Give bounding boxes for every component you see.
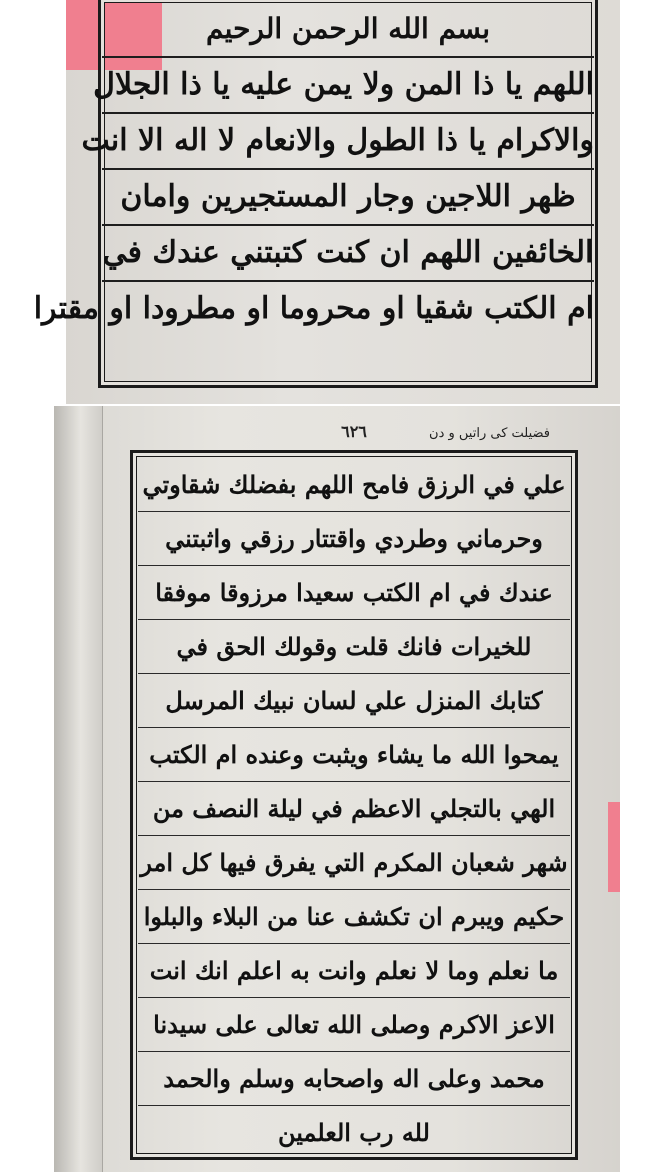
text-line: محمد وعلى اله واصحابه وسلم والحمد bbox=[138, 1052, 570, 1106]
top-page-photo bbox=[33, 0, 620, 404]
page-number: ٦٢٦ bbox=[341, 422, 367, 441]
basmala-heading: بسم الله الرحمن الرحيم bbox=[206, 12, 490, 45]
text-line: الهي بالتجلي الاعظم في ليلة النصف من bbox=[138, 782, 570, 836]
text-line: وحرماني وطردي واقتتار رزقي واثبتني bbox=[138, 512, 570, 566]
text-line: الخائفين اللهم ان كنت كتبتني عندك في bbox=[102, 226, 594, 282]
text-line: حكيم ويبرم ان تكشف عنا من البلاء والبلوا bbox=[138, 890, 570, 944]
running-header: فضیلت کی راتیں و دن bbox=[429, 426, 550, 441]
text-line: الاعز الاكرم وصلى الله تعالى على سيدنا bbox=[138, 998, 570, 1052]
text-line: ما نعلم وما لا نعلم وانت به اعلم انك انت bbox=[138, 944, 570, 998]
bottom-page-photo bbox=[54, 406, 620, 1172]
top-page-text-block bbox=[33, 56, 594, 336]
text-line: والاكرام يا ذا الطول والانعام لا اله الا انت bbox=[102, 114, 594, 170]
text-line: عندك في ام الكتب سعيدا مرزوقا موفقا bbox=[138, 566, 570, 620]
text-line: يمحوا الله ما يشاء ويثبت وعنده ام الكتب bbox=[138, 728, 570, 782]
text-line: شهر شعبان المكرم التي يفرق فيها كل امر bbox=[138, 836, 570, 890]
text-line: ام الكتب شقيا او محروما او مطرودا او مقترا bbox=[33, 291, 594, 326]
book-gutter bbox=[54, 406, 103, 1172]
text-line: علي في الرزق فامح اللهم بفضلك شقاوتي bbox=[138, 458, 570, 512]
text-line: كتابك المنزل علي لسان نبيك المرسل bbox=[138, 674, 570, 728]
pink-page-marker bbox=[608, 802, 620, 892]
text-line: لله رب العلمين bbox=[278, 1118, 430, 1147]
text-line: للخيرات فانك قلت وقولك الحق في bbox=[138, 620, 570, 674]
text-line: اللهم يا ذا المن ولا يمن عليه يا ذا الجلال bbox=[102, 56, 594, 114]
bottom-page-text-block bbox=[138, 458, 570, 1159]
text-line: ظهر اللاجين وجار المستجيرين وامان bbox=[102, 170, 594, 226]
